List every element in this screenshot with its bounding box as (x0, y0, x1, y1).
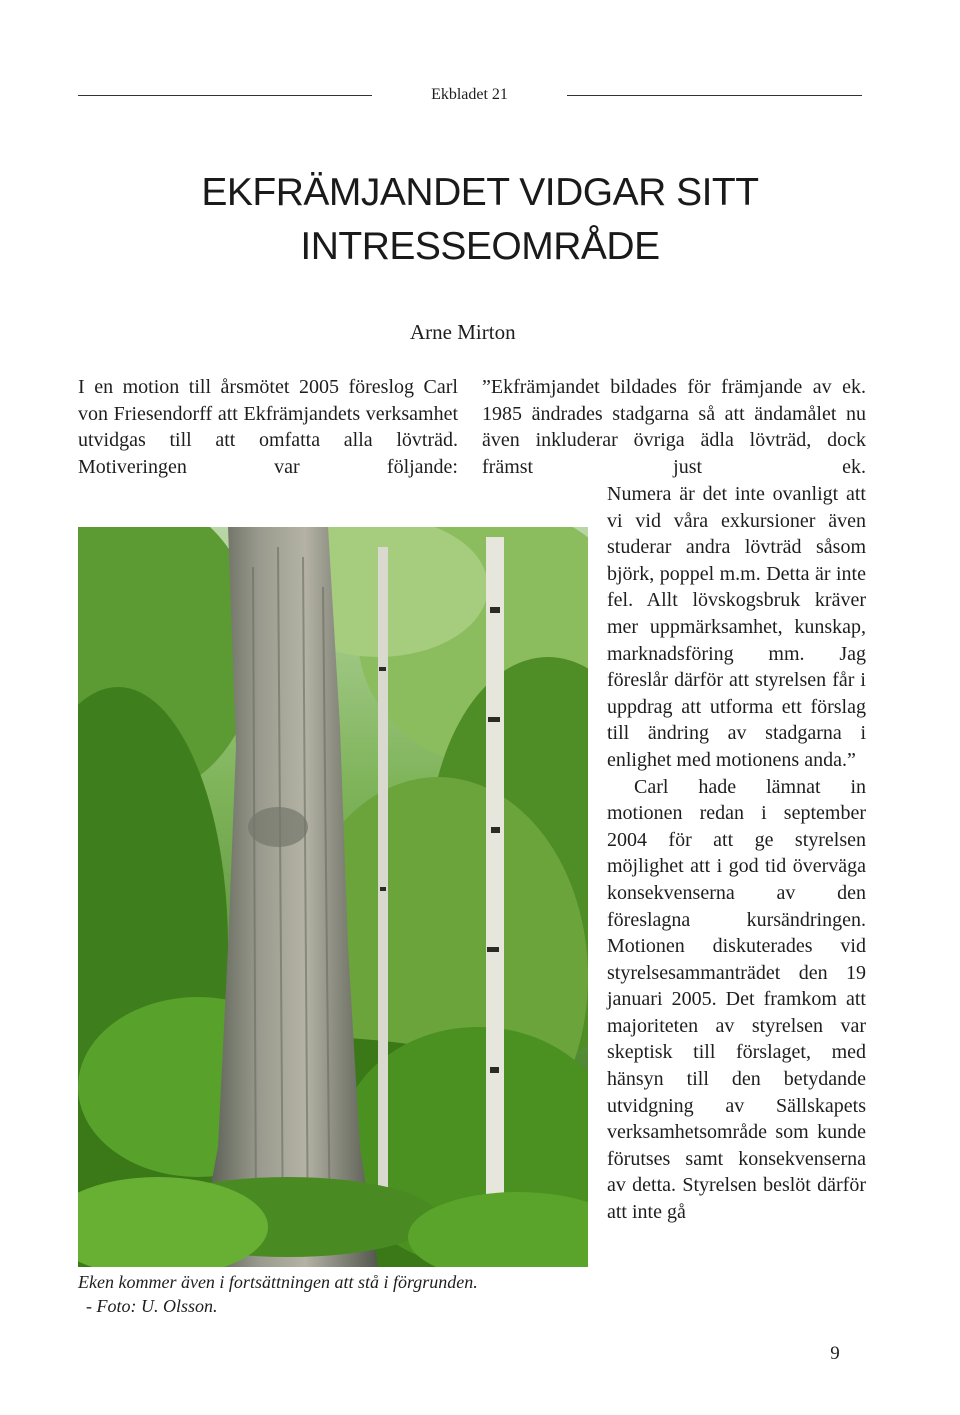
intro-paragraph: I en motion till årsmötet 2005 föreslog Carl von Friesendorff att Ekfrämjandets verksamhet utvidgas till att omfatta alla lövträd. Motiveringen var följande: (78, 376, 458, 478)
photo-caption (78, 1270, 598, 1318)
running-header (0, 84, 960, 106)
photo-credit: - Foto: U. Olsson. (86, 1296, 218, 1316)
caption-text: Eken kommer även i fortsättningen att stå i förgrunden. (78, 1272, 478, 1292)
article-author: Arne Mirton (410, 320, 516, 344)
header-rule-left (78, 95, 372, 96)
quote-paragraph-continued: Numera är det inte ovanligt att vi vid våra exkursioner även studerar andra lövträd såsom björk, poppel m.m. Detta är inte fel. Allt lövskogsbruk kräver mer uppmärksamhet, kunskap, marknadsföring mm. Jag föreslår därför att styrelsen får i uppdrag att utforma ett förslag till ändring av stadgarna i enlighet med motionens anda.” (607, 483, 866, 771)
body-column-right-top (482, 374, 866, 480)
body-column-left (78, 374, 458, 480)
header-rule-right (567, 95, 862, 96)
oak-forest-illustration (78, 527, 588, 1267)
body-paragraph: Carl hade lämnat in motionen redan i september 2004 för att ge styrelsen möjlighet att i god tid överväga konsekvenserna av den föreslagna kursändringen. Motionen diskuterades vid styrelsesammanträdet den 19 januari 2005. Det framkom att majoriteten av styrelsen var skeptisk till förslaget, med hänsyn till den betydande utvidgning av Sällskapets verksamhetsområde som kunde förutses samt konsekvenserna av detta. Styrelsen beslöt därför att inte gå (607, 775, 866, 1224)
article-title: EKFRÄMJANDET VIDGAR SITT INTRESSEOMRÅDE (201, 171, 759, 268)
body-column-right-narrow (607, 481, 866, 1226)
page-number: 9 (830, 1343, 840, 1364)
quote-paragraph-start: ”Ekfrämjandet bildades för främjande av ek. 1985 ändrades stadgarna så att ändamålet nu även inkluderar övriga ädla lövträd, dock främst just ek. (482, 376, 866, 478)
running-title: Ekbladet 21 (431, 86, 508, 103)
forest-photo (78, 527, 588, 1267)
